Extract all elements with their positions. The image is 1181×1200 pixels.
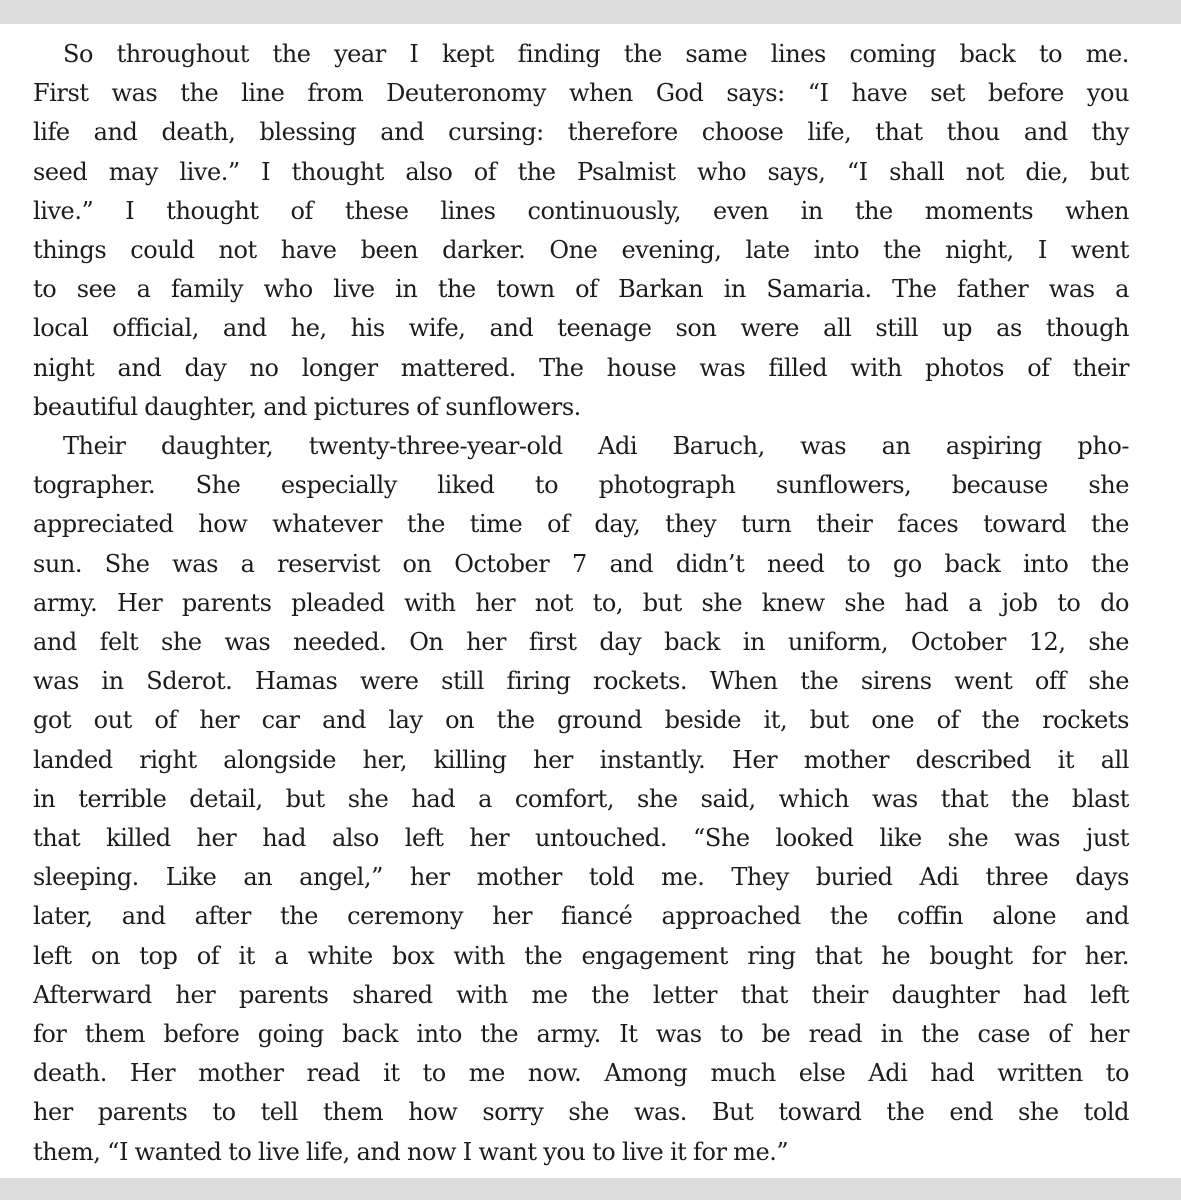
text-line: that killed her had also left her untouched. “She looked like she was just <box>33 824 1129 853</box>
text-line: them, “I wanted to live life, and now I want you to live it for me.” <box>33 1137 789 1166</box>
text-line: later, and after the ceremony her fiancé approached the coffin alone and <box>33 902 1129 931</box>
text-line: live.” I thought of these lines continuously, even in the moments when <box>33 196 1129 225</box>
text-line: things could not have been darker. One evening, late into the night, I went <box>33 236 1129 265</box>
text-line: her parents to tell them how sorry she was. But toward the end she told <box>33 1098 1129 1127</box>
text-line: for them before going back into the army. It was to be read in the case of her <box>33 1020 1129 1049</box>
text-line: death. Her mother read it to me now. Among much else Adi had written to <box>33 1059 1129 1088</box>
paragraph-1 <box>33 35 1129 427</box>
text-line: to see a family who live in the town of Barkan in Samaria. The father was a <box>33 275 1129 304</box>
text-line: in terrible detail, but she had a comfort, she said, which was that the blast <box>33 784 1129 813</box>
text-line: appreciated how whatever the time of day, they turn their faces toward the <box>33 510 1129 539</box>
text-line: was in Sderot. Hamas were still firing rockets. When the sirens went off she <box>33 667 1129 696</box>
text-line: night and day no longer mattered. The house was filled with photos of their <box>33 353 1129 382</box>
book-page <box>0 24 1181 1178</box>
text-line: Afterward her parents shared with me the letter that their daughter had left <box>33 980 1129 1009</box>
text-line: local official, and he, his wife, and teenage son were all still up as though <box>33 314 1129 343</box>
paragraph-2 <box>33 427 1129 1172</box>
text-line: sun. She was a reservist on October 7 and didn’t need to go back into the <box>33 549 1129 578</box>
text-line: Their daughter, twenty-three-year-old Adi Baruch, was an aspiring pho- <box>63 432 1129 461</box>
text-line: sleeping. Like an angel,” her mother told me. They buried Adi three days <box>33 863 1129 892</box>
text-line: beautiful daughter, and pictures of sunflowers. <box>33 392 581 421</box>
text-line: and felt she was needed. On her first day back in uniform, October 12, she <box>33 628 1129 657</box>
text-line: So throughout the year I kept finding the same lines coming back to me. <box>63 40 1129 68</box>
text-line: landed right alongside her, killing her instantly. Her mother described it all <box>33 745 1129 774</box>
text-line: got out of her car and lay on the ground beside it, but one of the rockets <box>33 706 1129 735</box>
text-line: left on top of it a white box with the engagement ring that he bought for her. <box>33 941 1129 970</box>
text-line: tographer. She especially liked to photograph sunflowers, because she <box>33 471 1129 500</box>
text-line: First was the line from Deuteronomy when God says: “I have set before you <box>33 79 1129 108</box>
text-line: seed may live.” I thought also of the Psalmist who says, “I shall not die, but <box>33 157 1129 186</box>
text-line: army. Her parents pleaded with her not to, but she knew she had a job to do <box>33 588 1129 617</box>
text-line: life and death, blessing and cursing: therefore choose life, that thou and thy <box>33 118 1129 147</box>
